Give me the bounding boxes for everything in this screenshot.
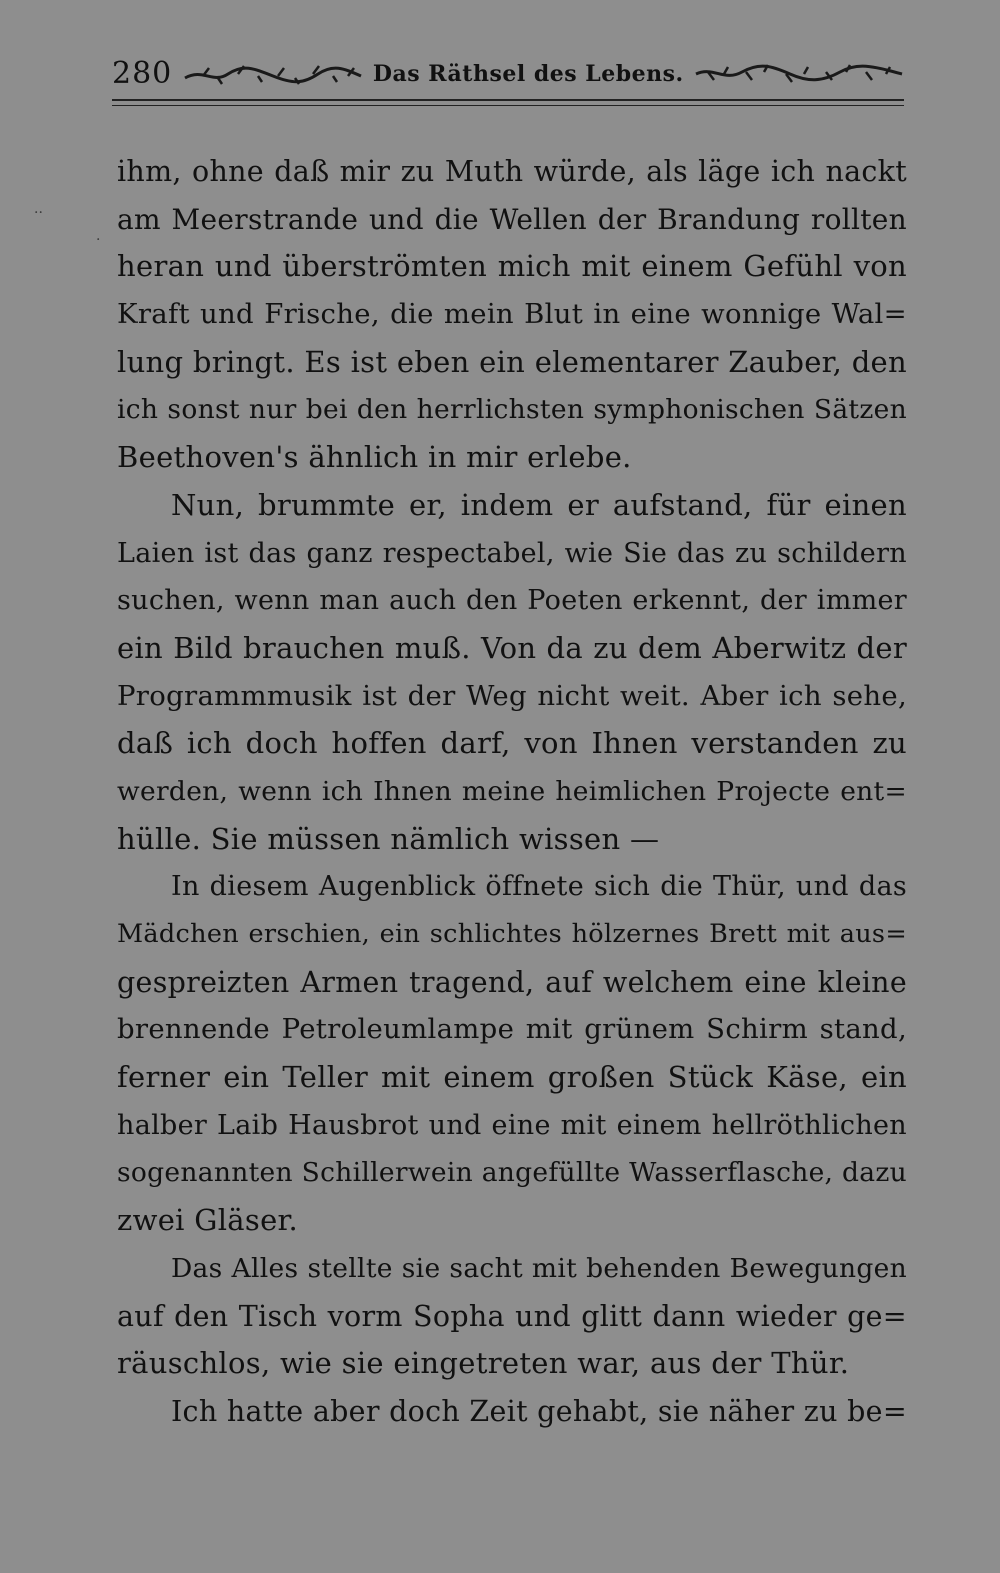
page-header xyxy=(112,52,904,96)
text-line: lung bringt. Es ist eben ein elementarer Zauber, den xyxy=(117,344,907,379)
text-line: Programmmusik ist der Weg nicht weit. Aber ich sehe, xyxy=(117,679,907,712)
text-line: auf den Tisch vorm Sopha und glitt dann wieder ge= xyxy=(117,1299,907,1333)
text-line: am Meerstrande und die Wellen der Brandung rollten xyxy=(117,202,907,236)
margin-speck: · xyxy=(96,232,101,248)
text-line: Beethoven's ähnlich in mir erlebe. xyxy=(117,440,632,475)
text-line: daß ich doch hoffen darf, von Ihnen verstanden zu xyxy=(117,726,907,761)
text-line: räuschlos, wie sie eingetreten war, aus der Thür. xyxy=(117,1346,850,1381)
text-line: werden, wenn ich Ihnen meine heimlichen Projecte ent= xyxy=(117,775,907,807)
header-rule xyxy=(112,99,904,106)
margin-speck: ·· xyxy=(34,205,43,221)
text-line: sogenannten Schillerwein angefüllte Wasserflasche, dazu xyxy=(117,1157,907,1189)
running-title: Das Räthsel des Lebens. xyxy=(372,61,684,87)
text-line: Nun, brummte er, indem er aufstand, für einen xyxy=(171,487,907,522)
left-vine-ornament-icon xyxy=(183,62,363,86)
text-line: ein Bild brauchen muß. Von da zu dem Aberwitz der xyxy=(117,630,907,665)
text-line: brennende Petroleumlampe mit grünem Schirm stand, xyxy=(117,1013,907,1046)
text-line: halber Laib Hausbrot und eine mit einem hellröthlichen xyxy=(117,1109,907,1141)
text-line: Das Alles stellte sie sacht mit behenden Bewegungen xyxy=(171,1252,907,1284)
text-line: heran und überströmten mich mit einem Gefühl von xyxy=(117,249,907,284)
text-line: Mädchen erschien, ein schlichtes hölzernes Brett mit aus= xyxy=(117,919,907,949)
text-line: hülle. Sie müssen nämlich wissen — xyxy=(117,821,660,856)
text-line: Ich hatte aber doch Zeit gehabt, sie näher zu be= xyxy=(171,1394,907,1428)
text-line: ferner ein Teller mit einem großen Stück Käse, ein xyxy=(117,1060,907,1095)
body-text xyxy=(117,148,907,1436)
text-line: gespreizten Armen tragend, auf welchem eine kleine xyxy=(117,965,907,999)
text-line: Laien ist das ganz respectabel, wie Sie das zu schildern xyxy=(117,537,907,569)
text-line: zwei Gläser. xyxy=(117,1203,299,1238)
text-line: In diesem Augenblick öffnete sich die Thür, und das xyxy=(171,871,907,903)
text-line: ich sonst nur bei den herrlichsten symphonischen Sätzen xyxy=(117,394,907,426)
text-line: Kraft und Frische, die mein Blut in eine wonnige Wal= xyxy=(117,298,907,331)
text-line: ihm, ohne daß mir zu Muth würde, als läge ich nackt xyxy=(117,155,907,188)
text-line: suchen, wenn man auch den Poeten erkennt, der immer xyxy=(117,585,907,617)
page-number: 280 xyxy=(112,56,173,91)
right-vine-ornament-icon xyxy=(694,62,904,86)
